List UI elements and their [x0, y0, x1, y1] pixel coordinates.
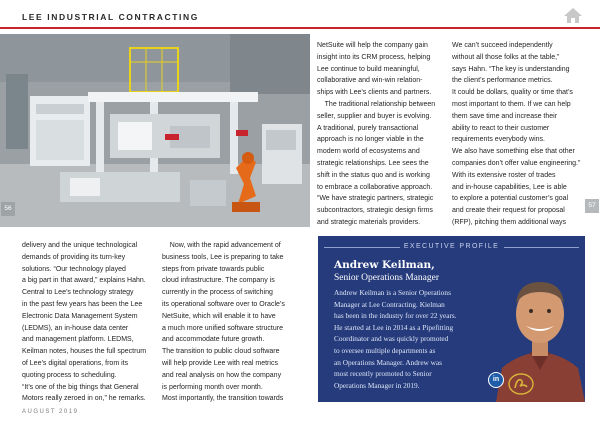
text-line: NetSuite, which will enable it to have [162, 312, 276, 320]
text-line: subcontractors, strategic design firms [317, 207, 433, 215]
header-divider [0, 27, 600, 29]
text-line: Lee continue to build meaningful, [317, 65, 420, 73]
text-line: We can’t succeed independently [452, 42, 553, 49]
text-line: (RFP), pitching them additional ways [452, 218, 566, 226]
text-line: It could be dollars, quality or time that’s [452, 89, 573, 97]
text-line: most important to them. If we can help [452, 100, 571, 108]
text-line: its operational software over to Oracle’s [162, 300, 285, 308]
text-line: and strategic materials providers. [317, 218, 421, 226]
issue-date: AUGUST 2019 [22, 409, 79, 415]
bio-line: an Operations Manager. Andrew was [334, 357, 443, 367]
text-line: a big part in that award,” explains Hahn. [22, 277, 146, 285]
text-line: ships with Lee’s clients and partners. [317, 89, 432, 97]
executive-name: Andrew Keilman, [334, 259, 435, 271]
text-line: and real analysis on how the company [162, 371, 282, 379]
text-line: Electronic Data Management System [22, 312, 138, 320]
publication-title: LEE INDUSTRIAL CONTRACTING [22, 12, 199, 22]
bio-line: most recently promoted to Senior [334, 369, 432, 379]
text-line: says Hahn. “The key is understanding [452, 65, 570, 73]
text-line: to embrace a collaborative approach. [317, 183, 433, 191]
article-column-right-2 [452, 40, 586, 229]
text-line: Keilman notes, houses the full spectrum [22, 348, 147, 356]
text-line: Motors really zeroed in on,” he remarks. [22, 395, 146, 403]
text-line: “We have strategic partners, strategic [317, 195, 434, 203]
bio-line: He started at Lee in 2014 as a Pipefitting [334, 322, 454, 332]
text-line: the client’s performance metrics. [452, 77, 553, 85]
executive-profile-box [318, 236, 585, 402]
text-line: A traditional, purely transactional [317, 124, 419, 132]
page-number-right: 57 [585, 199, 599, 213]
executive-profile-label: EXECUTIVE PROFILE [403, 243, 500, 250]
text-line: shift in the status quo and is working [317, 171, 430, 179]
bio-line: to oversee multiple departments as [334, 345, 436, 355]
divider [504, 247, 579, 248]
bio-line: Manager at Lee Contracting. Kielman [334, 299, 445, 309]
text-line: to explore a potential customer’s goal [452, 195, 569, 203]
text-line: NetSuite will help the company gain [317, 42, 428, 49]
text-line: cloud infrastructure. The company is [162, 277, 275, 285]
text-line: seller, supplier and buyer is evolving. [317, 112, 432, 120]
bio-line: Andrew Keilman is a Senior Operations [334, 288, 451, 297]
text-line: Most importantly, the transition towards [162, 395, 284, 403]
text-line: and management platform. LEDMS, [22, 336, 134, 344]
text-line: approach is no longer viable in the [317, 136, 424, 144]
text-line: and accommodate future growth. [162, 336, 265, 344]
text-line: currently in the process of switching [162, 289, 273, 297]
text-line: is performing month over month. [162, 383, 263, 391]
text-line: in the past few years has been the Lee [22, 300, 143, 308]
home-icon[interactable] [563, 7, 583, 24]
page-header [0, 0, 600, 30]
text-line: collaborative and win-win relation- [317, 77, 423, 85]
article-column-left-2 [162, 240, 312, 405]
text-line: demands of providing its turn-key [22, 253, 126, 261]
text-line: With its extensive roster of trades [452, 171, 556, 179]
executive-profile-header [318, 242, 585, 254]
text-line: (LEDMS), an in-house data center [22, 324, 129, 332]
text-line: quoting process to scheduling. [22, 371, 117, 379]
page-number-left: 56 [1, 202, 15, 216]
bio-line: Coordinator and was quickly promoted [334, 334, 449, 344]
text-line: ability to react to their customer [452, 124, 550, 132]
text-line: companies don’t offer value engineering.” [452, 159, 581, 167]
executive-role: Senior Operations Manager [334, 273, 439, 283]
text-line: business tools, Lee is preparing to take [162, 253, 284, 261]
text-line: delivery and the unique technological [22, 242, 138, 249]
executive-bio [334, 287, 504, 391]
text-line: of Lee’s digital operations, from its [22, 359, 129, 367]
bio-line: Operations Manager in 2019. [334, 380, 420, 390]
text-line: “It’s one of the big things that General [22, 383, 139, 391]
text-line: them save time and increase their [452, 112, 558, 120]
bio-line: has been in the industry for over 22 years. [334, 311, 457, 321]
text-line: Now, with the rapid advancement of [162, 242, 281, 249]
text-line: Central to Lee’s technology strategy [22, 289, 134, 297]
text-line: a much more unified software structure [162, 324, 283, 332]
text-line: The transition to public cloud software [162, 348, 280, 356]
text-line: will help provide Lee with real metrics [162, 359, 278, 367]
text-line: The traditional relationship between [317, 100, 436, 108]
linkedin-icon[interactable]: in [488, 372, 504, 388]
text-line: strategic relationships. Lee sees the [317, 159, 429, 167]
lee-logo-icon [508, 372, 534, 396]
text-line: and in-house capabilities, Lee is able [452, 183, 567, 191]
text-line: and create their request for proposal [452, 207, 565, 215]
text-line: solutions. “Our technology played [22, 265, 126, 273]
factory-automation-line-photo [0, 34, 310, 227]
article-column-left-1 [22, 240, 156, 405]
text-line: without all those folks at the table,” [452, 53, 560, 61]
text-line: steps from private towards public [162, 265, 265, 273]
text-line: modern world of ecosystems and [317, 148, 420, 156]
text-line: requirements everybody wins. [452, 136, 545, 144]
article-column-right-1 [317, 40, 449, 229]
text-line: We also have something else that other [452, 148, 575, 156]
text-line: insight into its CRM process, helping [317, 53, 431, 61]
